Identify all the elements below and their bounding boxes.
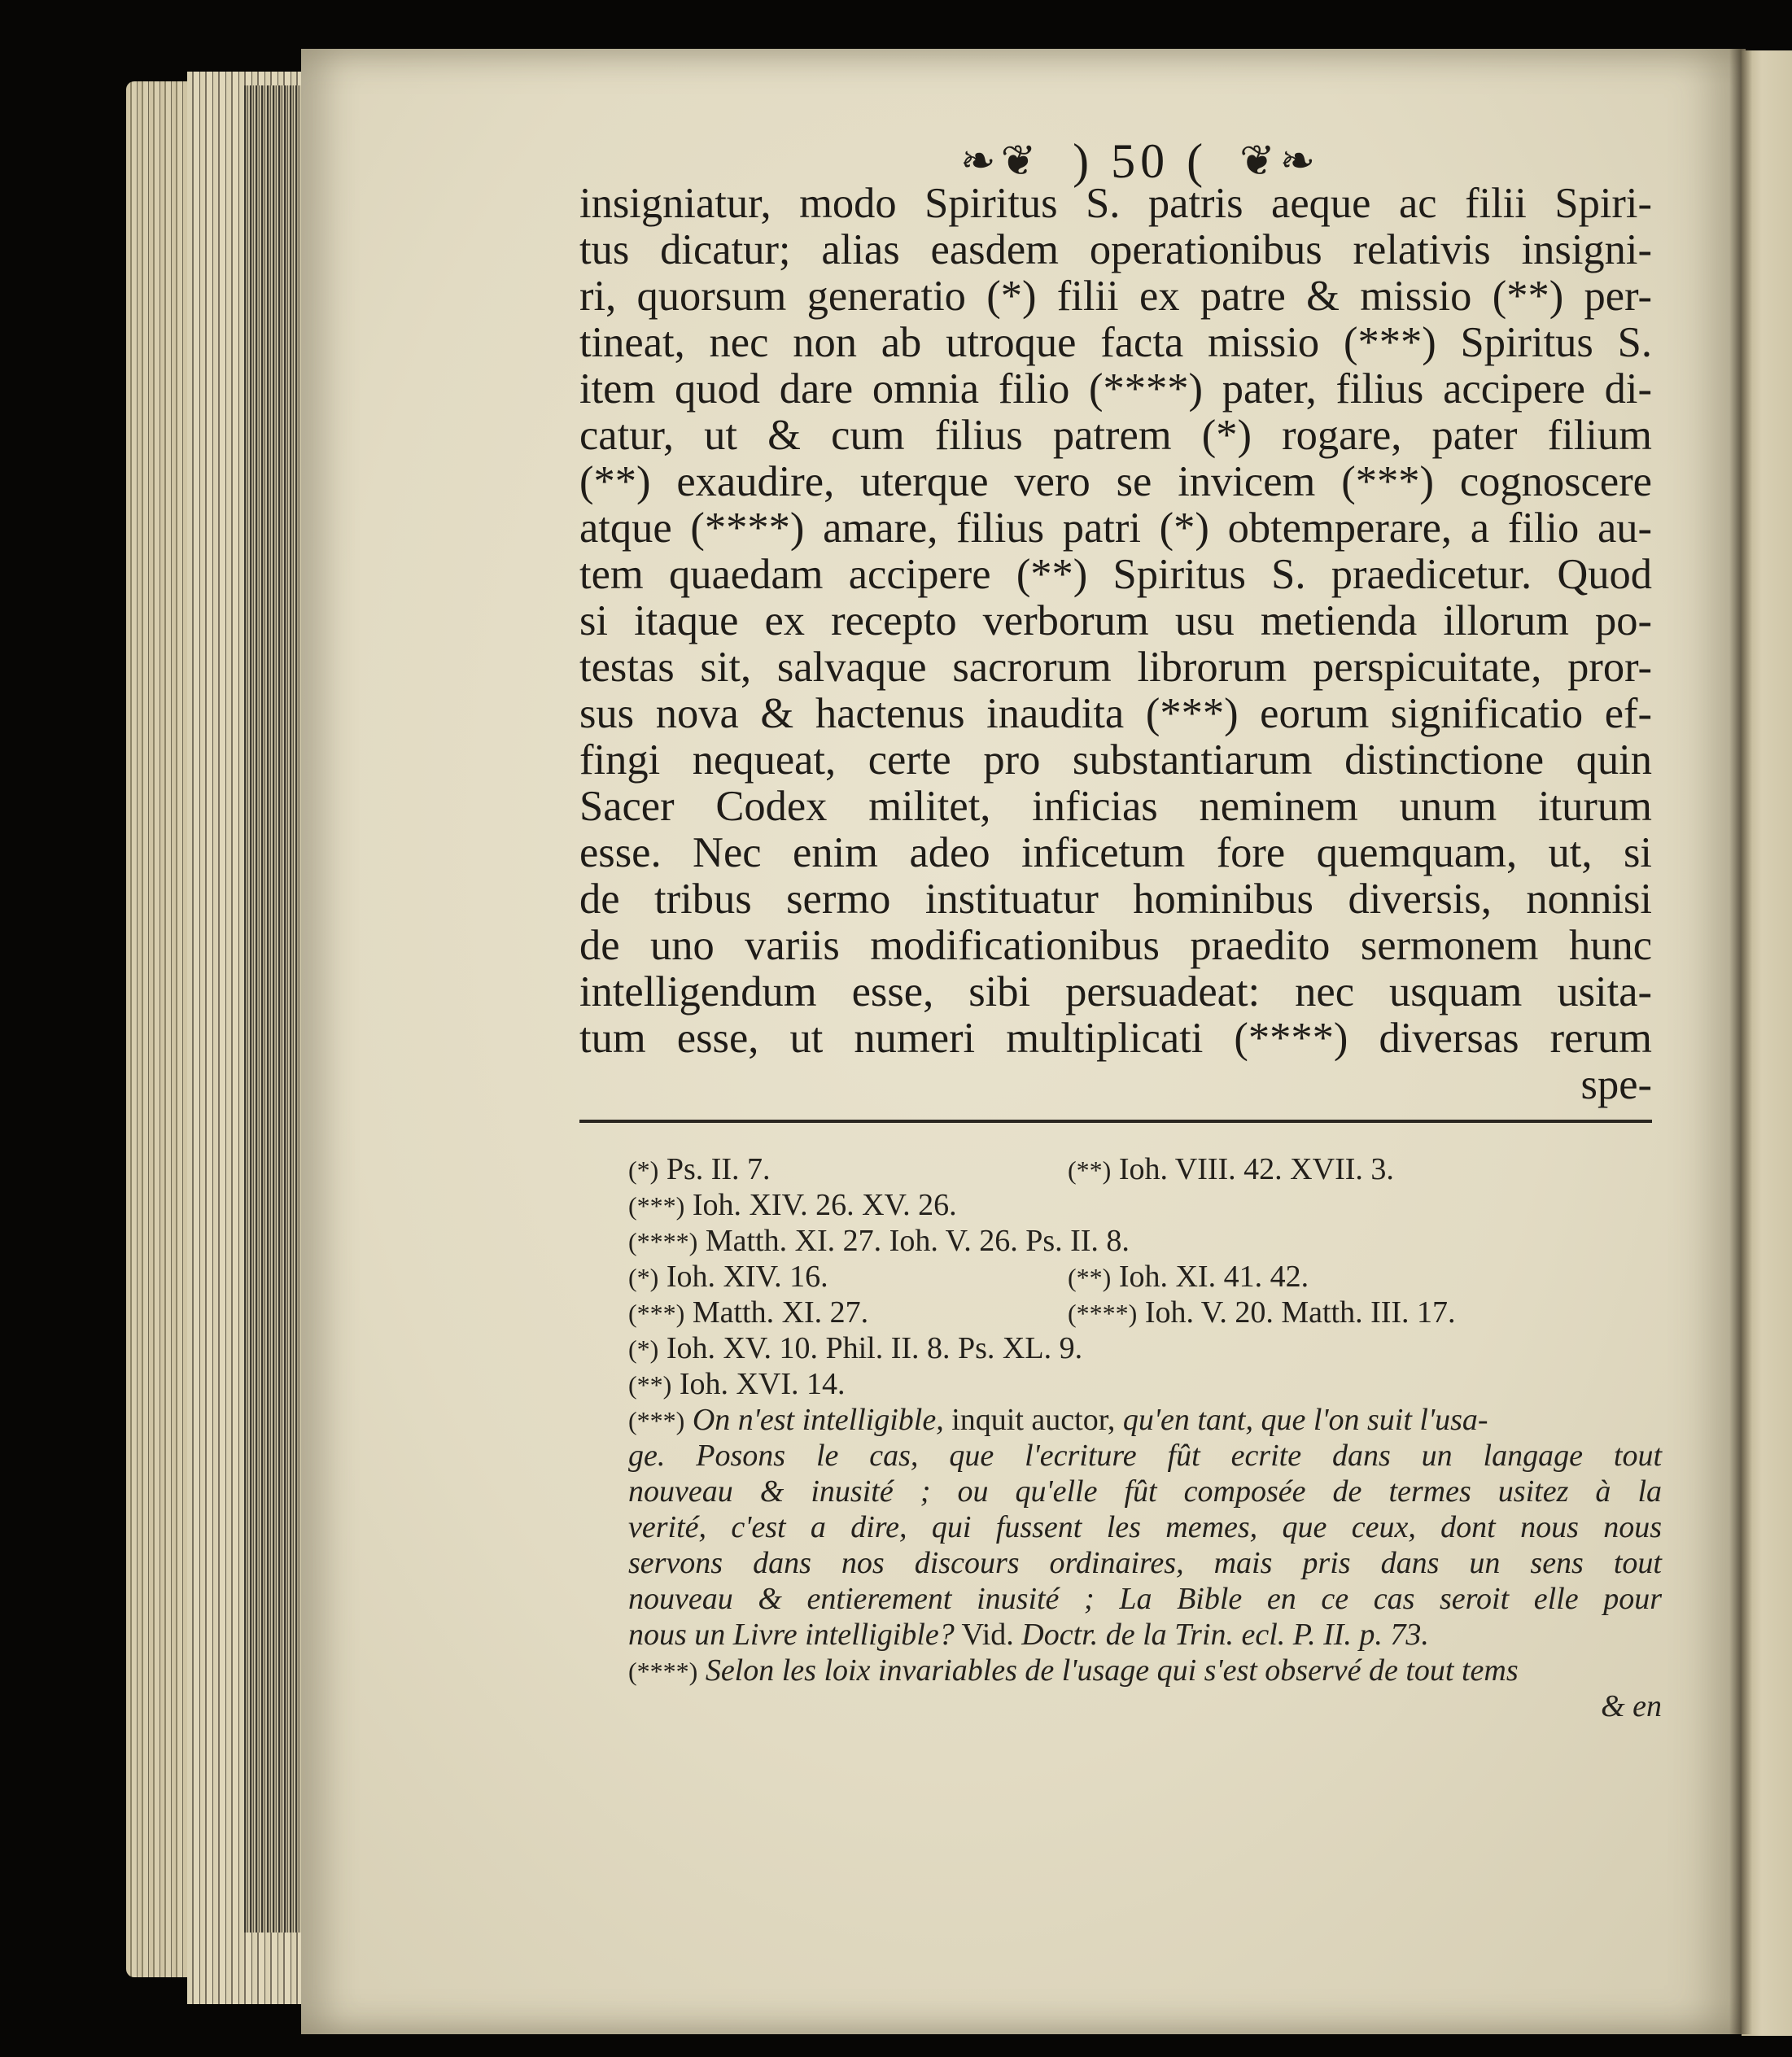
footnote-ref: Ioh. XI. 41. 42. [1118, 1260, 1309, 1294]
footnote-line [628, 1259, 1662, 1295]
footnote-mark: (*) [628, 1334, 659, 1364]
footnote-ref-right [1068, 1259, 1309, 1295]
footnote-ref: Ioh. XVI. 14. [679, 1367, 846, 1401]
footnote-ref: Ioh. V. 20. Matth. III. 17. [1144, 1295, 1456, 1330]
text-line: intelligendum esse, sibi persuadeat: nec usquam usita- [579, 968, 1652, 1015]
text-line: (**) exaudire, uterque vero se invicem (***) cognoscere [579, 458, 1652, 505]
footnote-ref: Matth. XI. 27. [692, 1295, 869, 1330]
main-text [579, 181, 1652, 1108]
text-line: de uno variis modificationibus praedito sermonem hunc [579, 922, 1652, 969]
second-note-line [628, 1653, 1662, 1688]
footnote-ref-right [1068, 1151, 1394, 1188]
page-number: ) 50 ( [1073, 133, 1209, 188]
french-note-line: nouveau & entierement inusité ; La Bible en ce cas seroit elle pour [628, 1582, 1662, 1616]
footnote-mark: (***) [628, 1299, 685, 1328]
footnote-mark: (****) [628, 1657, 698, 1686]
footnote-mark: (****) [1068, 1299, 1138, 1328]
footnote-line [628, 1223, 1662, 1259]
book-spine-shadow [1729, 49, 1752, 2034]
footnote-ref: Ioh. XIV. 16. [666, 1260, 828, 1294]
footnote-mark: (**) [628, 1370, 672, 1400]
footnote-line [628, 1151, 1662, 1187]
footnote-line [628, 1330, 1662, 1366]
text-line: esse. Nec enim adeo inficetum fore quemquam, ut, si [579, 829, 1652, 876]
footnote-catchword: & en [1601, 1689, 1662, 1723]
footnote-mark: (****) [628, 1227, 698, 1256]
text-line: item quod dare omnia filio (****) pater, filius accipere di- [579, 365, 1652, 413]
french-note-line [628, 1402, 1662, 1438]
footnote-mark: (**) [1068, 1263, 1112, 1292]
footnote-mark: (**) [1068, 1155, 1112, 1185]
footnote-mark: (***) [628, 1191, 685, 1221]
quote-text: Selon les loix invariables de l'usage qui s'est observé de tout tems [705, 1653, 1519, 1688]
french-note-line: servons dans nos discours ordinaires, mais pris dans un sens tout [628, 1546, 1662, 1580]
text-line: de tribus sermo instituatur hominibus diversis, nonnisi [579, 876, 1652, 923]
text-line: fingi nequeat, certe pro substantiarum distinctione quin [579, 736, 1652, 784]
footnote-ref: Ioh. XIV. 26. XV. 26. [692, 1188, 957, 1222]
footnote-line [628, 1187, 1662, 1223]
quote-text: Vid. [954, 1618, 1022, 1652]
text-line: catur, ut & cum filius patrem (*) rogare, pater filium [579, 412, 1652, 459]
footnote-ref: Ps. II. 7. [666, 1152, 771, 1186]
footnote-ref: Matth. XI. 27. Ioh. V. 26. Ps. II. 8. [705, 1224, 1130, 1258]
text-line: testas sit, salvaque sacrorum librorum perspicuitate, pror- [579, 644, 1652, 691]
page-header [960, 129, 1320, 186]
footnote-ref-right [1068, 1295, 1456, 1331]
footnote-rule [579, 1120, 1652, 1123]
quote-text: nous un Livre intelligible? [628, 1618, 955, 1652]
french-note-line [628, 1617, 1662, 1653]
text-line: Sacer Codex militet, inficias neminem unum iturum [579, 783, 1652, 830]
text-line: atque (****) amare, filius patri (*) obtemperare, a filio au- [579, 504, 1652, 552]
text-line: tineat, nec non ab utroque facta missio (***) Spiritus S. [579, 319, 1652, 366]
quote-text: Doctr. de la Trin. ecl. P. II. p. 73. [1021, 1618, 1429, 1652]
text-line: tum esse, ut numeri multiplicati (****) diversas rerum [579, 1015, 1652, 1062]
text-line: tem quaedam accipere (**) Spiritus S. praedicetur. Quod [579, 551, 1652, 598]
footnote-ref: Ioh. XV. 10. Phil. II. 8. Ps. XL. 9. [666, 1331, 1083, 1365]
footnote-line [628, 1295, 1662, 1330]
text-line: tus dicatur; alias easdem operationibus relativis insigni- [579, 226, 1652, 273]
catchword: spe- [1580, 1061, 1652, 1108]
footnote-mark: (*) [628, 1155, 659, 1185]
fleuron-left-icon: ❧❦ [960, 138, 1042, 186]
footnote-mark: (***) [628, 1406, 685, 1435]
quote-text: On n'est intelligible, [692, 1403, 944, 1437]
footnote-mark: (*) [628, 1263, 659, 1292]
footnote-line [628, 1366, 1662, 1402]
text-line: si itaque ex recepto verborum usu metienda illorum po- [579, 597, 1652, 644]
french-note-line: ge. Posons le cas, que l'ecriture fût ecrite dans un langage tout [628, 1439, 1662, 1473]
text-line: ri, quorsum generatio (*) filii ex patre & missio (**) per- [579, 273, 1652, 320]
fleuron-right-icon: ❦❧ [1239, 138, 1321, 186]
quote-text: qu'en tant, que l'on suit l'usa- [1122, 1403, 1488, 1437]
text-line: insigniatur, modo Spiritus S. patris aeque ac filii Spiri- [579, 180, 1652, 227]
footnote-ref: Ioh. VIII. 42. XVII. 3. [1118, 1152, 1394, 1186]
french-note-line: verité, c'est a dire, qui fussent les memes, que ceux, dont nous nous [628, 1510, 1662, 1544]
quote-text: inquit auctor, [943, 1403, 1123, 1437]
footnotes [628, 1151, 1662, 1724]
text-line: sus nova & hactenus inaudita (***) eorum significatio ef- [579, 690, 1652, 737]
french-note-line: nouveau & inusité ; ou qu'elle fût composée de termes usitez à la [628, 1474, 1662, 1509]
